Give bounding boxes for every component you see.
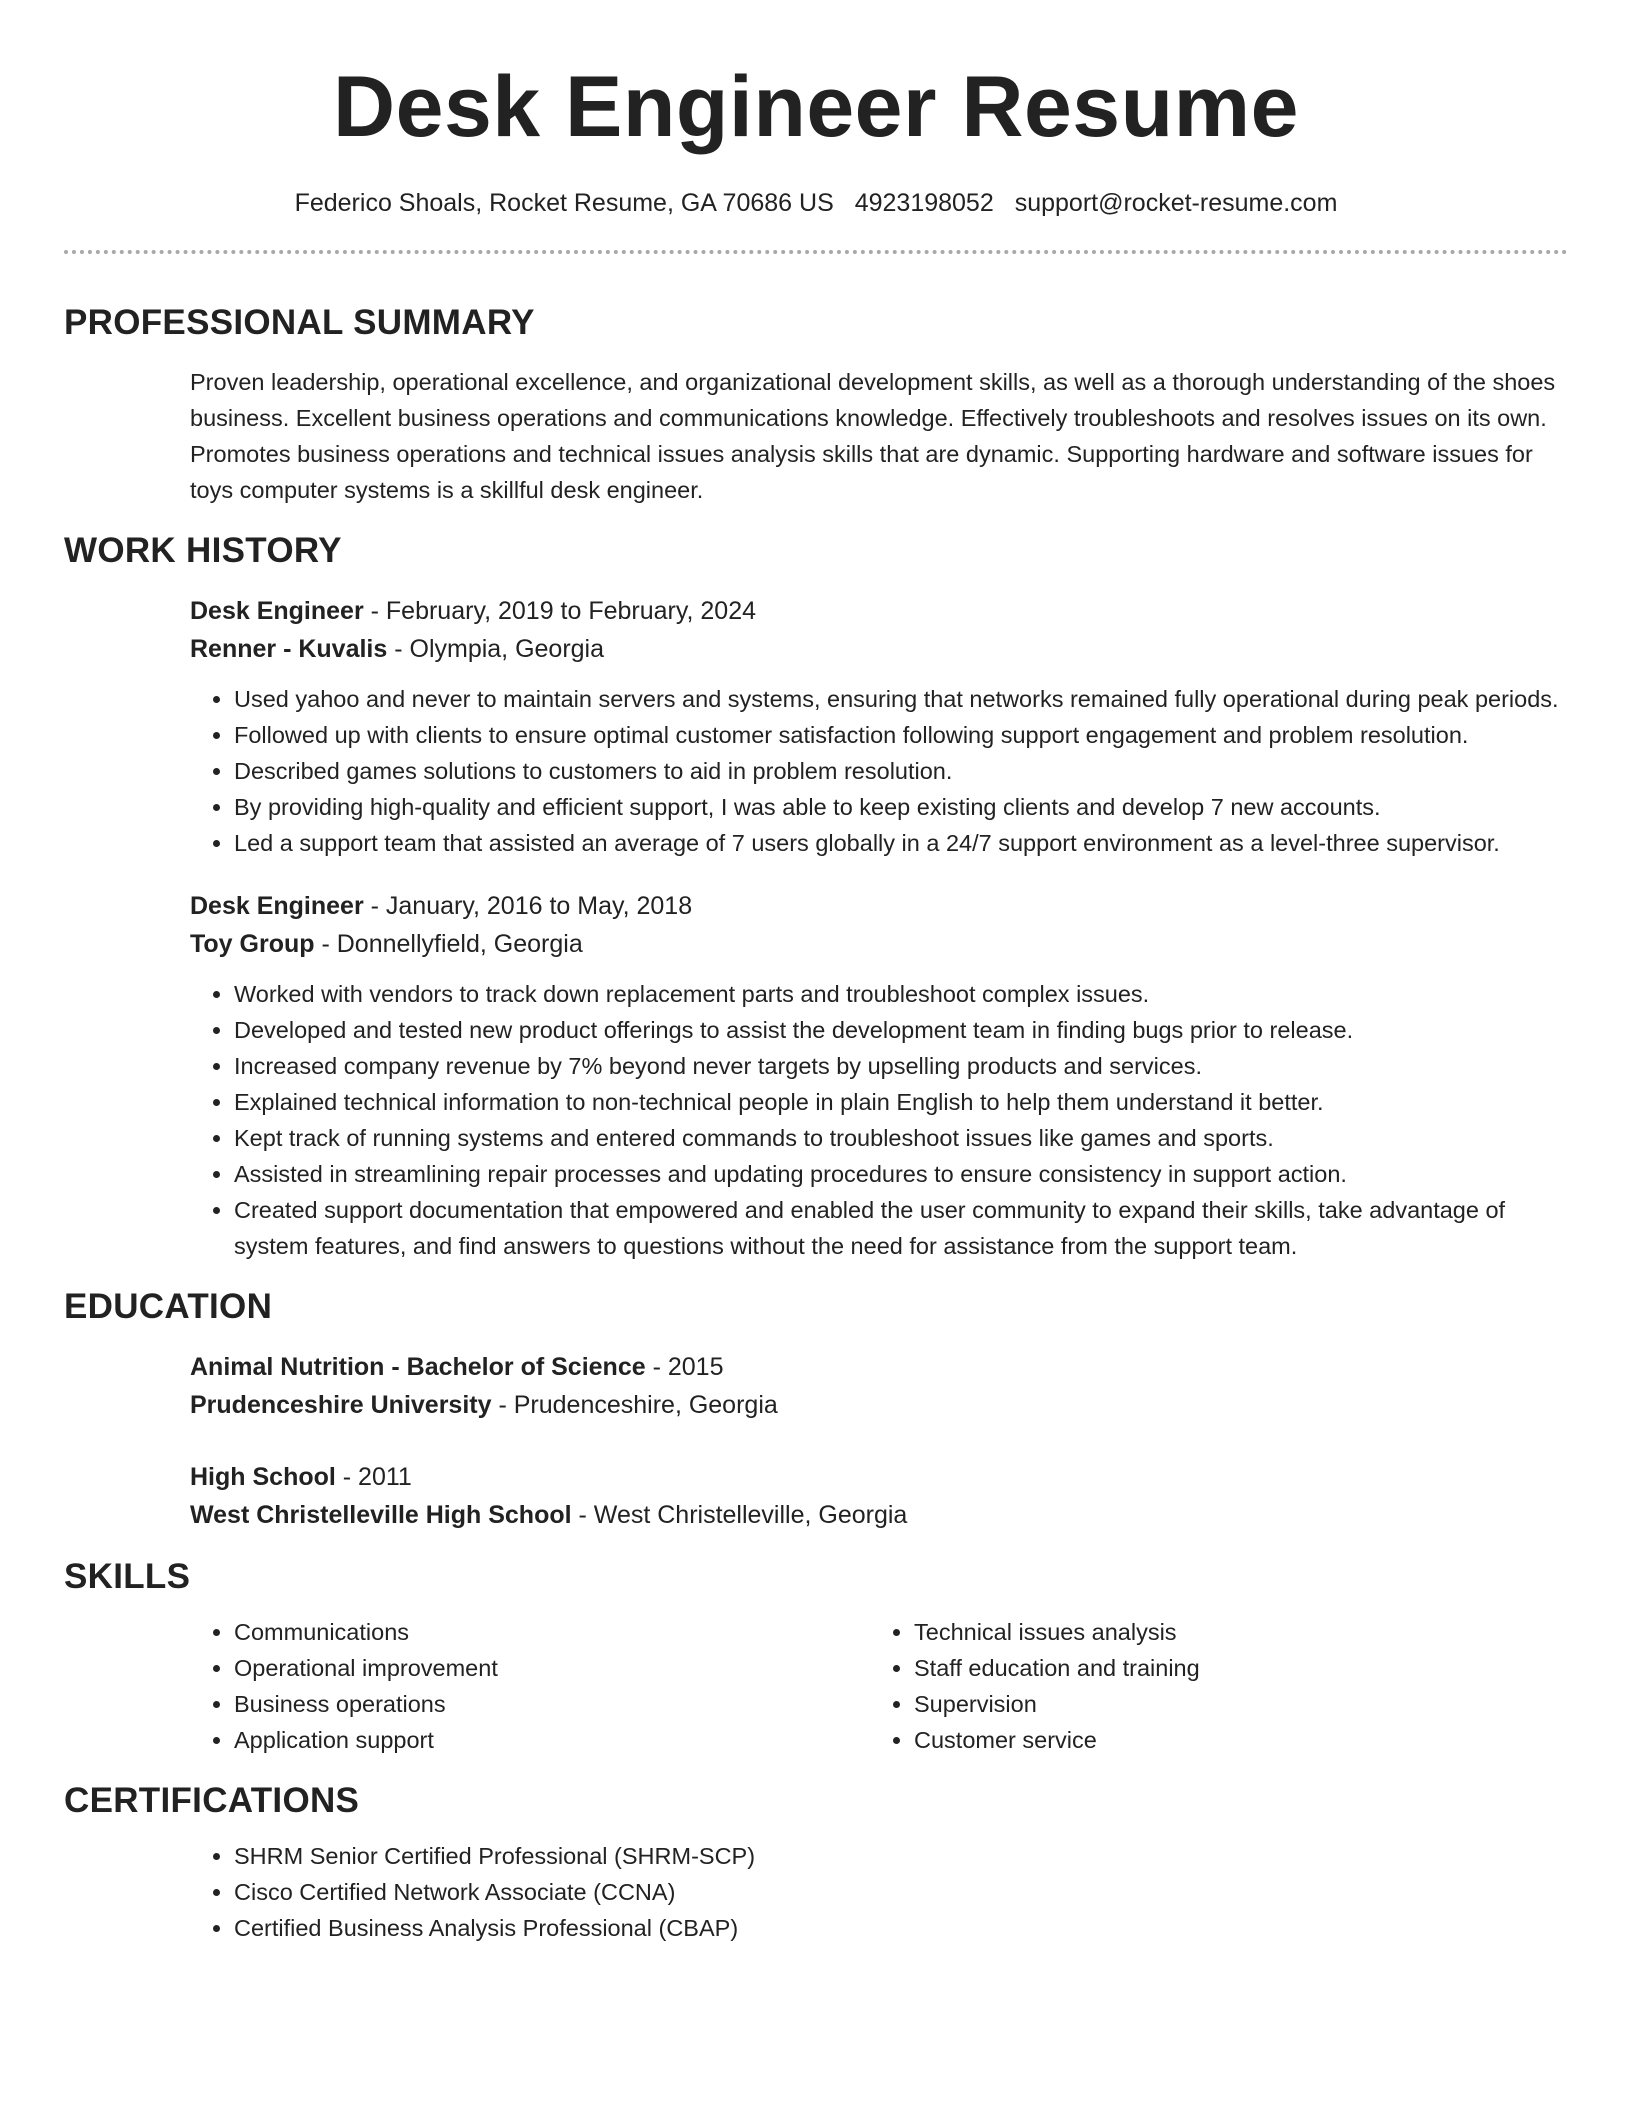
job-entry bbox=[190, 887, 1560, 1264]
list-item: • Created support documentation that empowered and enabled the user community to expand their skills, take advantage of system features, and find answers to questions without the need for assistance from the support team. bbox=[234, 1192, 1560, 1264]
list-item: • Business operations bbox=[234, 1686, 870, 1722]
list-item: • Supervision bbox=[914, 1686, 1550, 1722]
list-item: • Kept track of running systems and entered commands to troubleshoot issues like games and sports. bbox=[234, 1120, 1560, 1156]
list-item: • Developed and tested new product offerings to assist the development team in finding bugs prior to release. bbox=[234, 1012, 1560, 1048]
contact-address: Federico Shoals, Rocket Resume, GA 70686 US bbox=[294, 189, 834, 217]
skills-column-left bbox=[190, 1614, 870, 1758]
certifications-list bbox=[190, 1838, 1560, 1946]
summary-text: Proven leadership, operational excellence, and organizational development skills, as well as a thorough understanding of the shoes business. Excellent business operations and communications knowledge. Effectively troubleshoots and resolves issues on its own. Promotes business operations and technical issues analysis skills that are dynamic. Supporting hardware and software issues for toys computer systems is a skillful desk engineer. bbox=[190, 369, 1556, 503]
job-title-line bbox=[190, 592, 1560, 630]
summary-heading: PROFESSIONAL SUMMARY bbox=[64, 303, 535, 342]
work-history-section bbox=[64, 528, 1568, 1264]
education-degree: High School bbox=[190, 1463, 336, 1491]
summary-section bbox=[64, 300, 1568, 508]
certifications-heading: CERTIFICATIONS bbox=[64, 1781, 360, 1820]
list-item: • Certified Business Analysis Professional (CBAP) bbox=[234, 1910, 1560, 1946]
job-title: Desk Engineer bbox=[190, 892, 364, 920]
contact-email: support@rocket-resume.com bbox=[1014, 189, 1338, 217]
education-degree: Animal Nutrition - Bachelor of Science bbox=[190, 1353, 646, 1381]
education-section bbox=[64, 1284, 1568, 1534]
list-item: • Operational improvement bbox=[234, 1650, 870, 1686]
education-school-line bbox=[190, 1496, 1560, 1534]
job-entry bbox=[190, 592, 1560, 861]
skills-column-right bbox=[870, 1614, 1550, 1758]
list-item: • Used yahoo and never to maintain servers and systems, ensuring that networks remained fully operational during peak periods. bbox=[234, 681, 1560, 717]
list-item: • Assisted in streamlining repair processes and updating procedures to ensure consistency in support action. bbox=[234, 1156, 1560, 1192]
list-item: • Staff education and training bbox=[914, 1650, 1550, 1686]
skills-grid bbox=[190, 1614, 1560, 1758]
job-company: Renner - Kuvalis bbox=[190, 635, 388, 663]
education-school-line bbox=[190, 1386, 1560, 1424]
education-entry bbox=[190, 1458, 1560, 1534]
job-location: - Olympia, Georgia bbox=[387, 635, 605, 663]
list-item: • Described games solutions to customers to aid in problem resolution. bbox=[234, 753, 1560, 789]
list-item: • Customer service bbox=[914, 1722, 1550, 1758]
certifications-section bbox=[64, 1778, 1568, 1946]
education-heading: EDUCATION bbox=[64, 1287, 273, 1326]
education-school: Prudenceshire University bbox=[190, 1391, 492, 1419]
education-year: - 2011 bbox=[335, 1463, 412, 1491]
list-item: • SHRM Senior Certified Professional (SHRM-SCP) bbox=[234, 1838, 1560, 1874]
list-item: • Technical issues analysis bbox=[914, 1614, 1550, 1650]
skills-section bbox=[64, 1554, 1568, 1758]
education-degree-line bbox=[190, 1458, 1560, 1496]
education-location: - Prudenceshire, Georgia bbox=[491, 1391, 778, 1419]
job-bullets bbox=[190, 681, 1560, 861]
list-item: • Application support bbox=[234, 1722, 870, 1758]
job-location: - Donnellyfield, Georgia bbox=[314, 930, 583, 958]
contact-phone: 4923198052 bbox=[854, 189, 994, 217]
education-school: West Christelleville High School bbox=[190, 1501, 572, 1529]
education-degree-line bbox=[190, 1348, 1560, 1386]
list-item: • Led a support team that assisted an average of 7 users globally in a 24/7 support environment as a level-three supervisor. bbox=[234, 825, 1560, 861]
list-item: • By providing high-quality and efficient support, I was able to keep existing clients and develop 7 new accounts. bbox=[234, 789, 1560, 825]
education-entry bbox=[190, 1348, 1560, 1424]
header-divider bbox=[64, 250, 1568, 254]
job-dates: - February, 2019 to February, 2024 bbox=[363, 597, 757, 625]
work-history-heading: WORK HISTORY bbox=[64, 531, 342, 570]
list-item: • Increased company revenue by 7% beyond never targets by upselling products and services. bbox=[234, 1048, 1560, 1084]
list-item: • Explained technical information to non-technical people in plain English to help them understand it better. bbox=[234, 1084, 1560, 1120]
list-item: • Communications bbox=[234, 1614, 870, 1650]
job-company-line bbox=[190, 925, 1560, 963]
list-item: • Worked with vendors to track down replacement parts and troubleshoot complex issues. bbox=[234, 976, 1560, 1012]
job-title: Desk Engineer bbox=[190, 597, 364, 625]
education-location: - West Christelleville, Georgia bbox=[571, 1501, 908, 1529]
list-item: • Cisco Certified Network Associate (CCNA) bbox=[234, 1874, 1560, 1910]
job-dates: - January, 2016 to May, 2018 bbox=[363, 892, 693, 920]
job-title-line bbox=[190, 887, 1560, 925]
resume-title: Desk Engineer Resume bbox=[333, 59, 1299, 155]
job-company: Toy Group bbox=[190, 930, 315, 958]
job-bullets bbox=[190, 976, 1560, 1264]
contact-line bbox=[64, 186, 1568, 220]
list-item: • Followed up with clients to ensure optimal customer satisfaction following support engagement and problem resolution. bbox=[234, 717, 1560, 753]
education-year: - 2015 bbox=[645, 1353, 724, 1381]
job-company-line bbox=[190, 630, 1560, 668]
skills-heading: SKILLS bbox=[64, 1557, 191, 1596]
